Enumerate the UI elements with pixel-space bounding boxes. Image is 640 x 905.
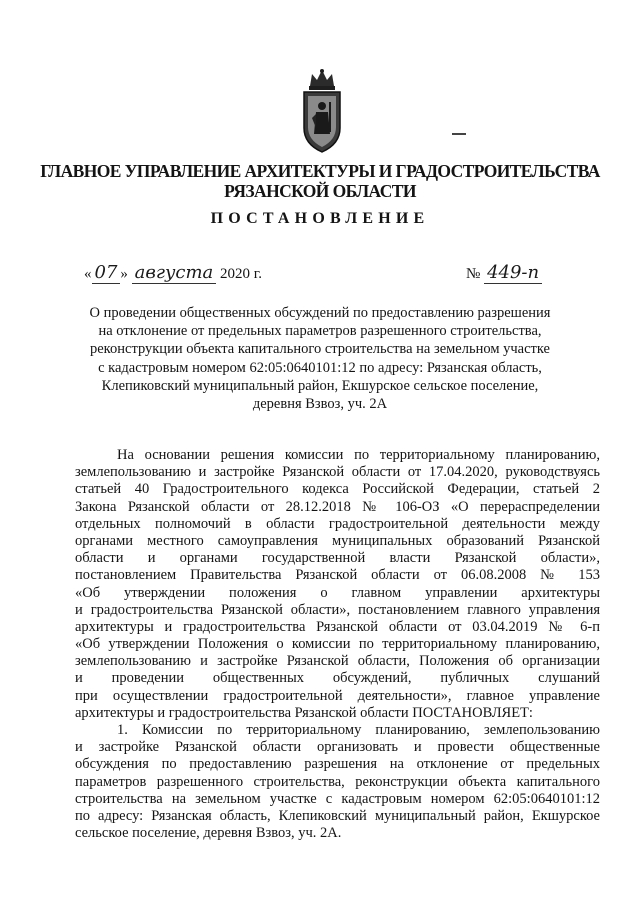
subject-line: О проведении общественных обсуждений по предоставлению разрешения [89,305,551,321]
body-line: «Об утверждении положения о главном управлении архитектуры [75,584,600,601]
body-line: землепользованию и застройке Рязанской области, Положения об организации [75,653,600,670]
date-day: 07 [92,262,121,284]
body-line: обсуждения по предоставлению разрешения на отклонение от предельных [75,756,600,773]
organization-name-line2: РЯЗАНСКОЙ ОБЛАСТИ [224,181,416,201]
number-value: 449-п [484,262,542,284]
body-line: по адресу: Рязанская область, Клепиковский муниципальный район, Екшурское [75,807,600,824]
subject-line: с кадастровым номером 62:05:0640101:12 по адресу: Рязанская область, [98,359,542,376]
body-line: и проведении общественных обсуждений, публичных слушаний [75,670,600,687]
body-line: архитектуры и градостроительства Рязанской области ПОСТАНОВЛЯЕТ: [75,704,533,721]
document-date [84,262,262,283]
body-line: сельское поселение, деревня Взвоз, уч. 2А. [75,825,342,842]
subject-line: деревня Взвоз, уч. 2А [252,396,388,413]
document-body [75,447,600,842]
date-close-quote: » [120,266,128,282]
date-open-quote: « [84,266,92,282]
body-line: 1. Комиссии по территориальному планированию, землепользованию [117,722,600,738]
document-subject [80,304,560,413]
coat-of-arms-icon [296,68,348,154]
date-year: 2020 г. [220,266,263,282]
subject-line: реконструкции объекта капитального строительства на земельном участке [90,341,550,358]
body-line: органами местного самоуправления муниципальных образований Рязанской [75,532,600,549]
body-line: и градостроительства Рязанской области», постановлением главного управления [75,601,600,618]
date-month: августа [132,262,217,284]
body-line: строительства на земельном участке с кадастровым номером 62:05:0640101:12 [75,790,600,807]
body-line: Закона Рязанской области от 28.12.2018 № 106-ОЗ «О перераспределении [75,498,600,515]
body-line: параметров разрешенного строительства, реконструкции объекта капитального [75,773,600,790]
body-line: статьей 40 Градостроительного кодекса Российской Федерации, статьей 2 [75,481,600,498]
organization-name-line1: ГЛАВНОЕ УПРАВЛЕНИЕ АРХИТЕКТУРЫ И ГРАДОСТРОИТЕЛЬСТВА [40,161,600,181]
body-line: области и органами государственной власти Рязанской области», [75,550,600,567]
document-type-title: ПОСТАНОВЛЕНИЕ [210,210,430,227]
body-line: отдельных полномочий в области градостроительной деятельности между [75,515,600,532]
body-line: постановлением Правительства Рязанской области от 06.08.2008 № 153 [75,567,600,584]
body-line: архитектуры и градостроительства Рязанской области от 03.04.2019 № 6-п [75,618,600,635]
body-line: «Об утверждении Положения о комиссии по территориальному планированию, [75,636,600,653]
body-line: землепользованию и застройке Рязанской области от 17.04.2020, руководствуясь [75,464,600,481]
scan-mark [452,133,466,135]
body-line: На основании решения комиссии по территориальному планированию, [117,447,600,463]
subject-line: Клепиковский муниципальный район, Екшурское сельское поселение, [101,377,539,394]
document-number [466,262,542,283]
number-label: № [466,266,481,282]
body-line: и застройке Рязанской области организовать и провести общественные [75,739,600,756]
body-line: при осуществлении градостроительной деятельности», главное управление [75,687,600,704]
subject-line: на отклонение от предельных параметров разрешенного строительства, [98,323,542,340]
